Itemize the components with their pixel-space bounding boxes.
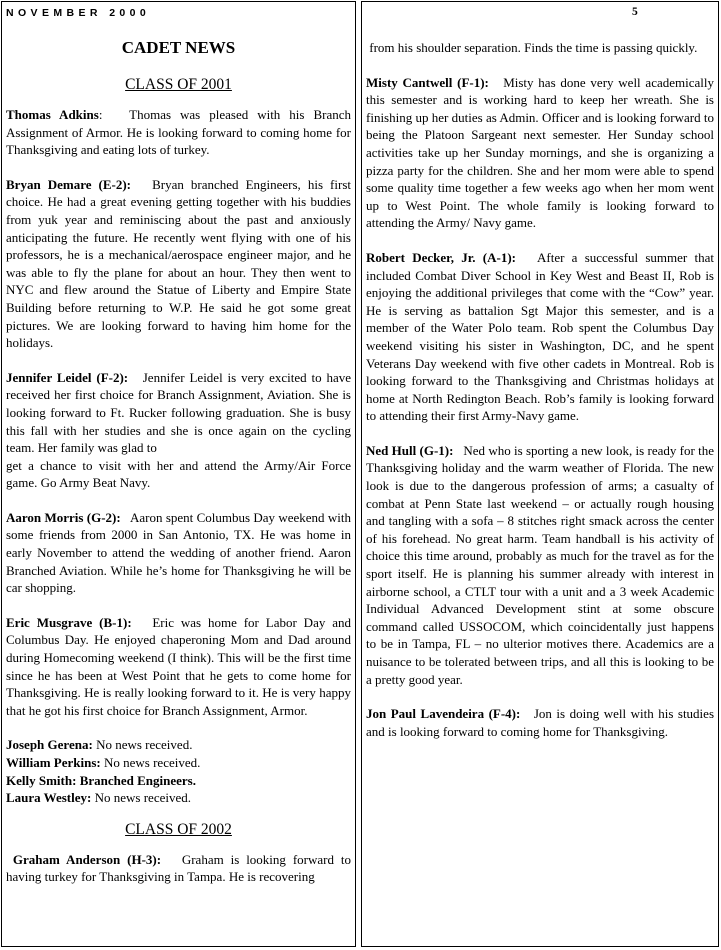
right-column bbox=[361, 1, 719, 947]
page-number: 5 bbox=[632, 6, 638, 18]
news-entry-aaron-morris bbox=[6, 509, 351, 597]
cadet-name: Ned Hull (G-1): bbox=[366, 442, 454, 458]
cadet-name: Eric Musgrave (B-1): bbox=[6, 614, 132, 630]
cadet-name: Kelly Smith bbox=[6, 772, 73, 788]
entry-text: Jon is doing well with his studies and is looking forward to coming home for Thanksgiving. bbox=[366, 706, 715, 739]
left-column bbox=[1, 1, 356, 947]
cadet-name: Aaron Morris (G-2): bbox=[6, 509, 121, 525]
left-column-content bbox=[6, 38, 351, 903]
no-news-value: No news received. bbox=[96, 737, 193, 753]
news-entry-graham-anderson bbox=[6, 851, 351, 886]
cadet-name: Robert Decker, Jr. (A-1): bbox=[366, 249, 516, 265]
entry-text: Jennifer Leidel is very excited to have received her first choice for Branch Assignment, Aviation. She is looking forward to Ft. Rucker following graduation. She is busy this fall with her studies and she is once again on the cycling team. Her family was glad to bbox=[6, 369, 351, 456]
class-2001-heading: CLASS OF 2001 bbox=[125, 76, 232, 93]
no-news-value: No news received. bbox=[104, 755, 201, 770]
news-entry-graham-anderson-continued bbox=[366, 39, 714, 57]
entry-text-continued: get a chance to visit with her and attend the Army/Air Force game. Go Army Beat Navy. bbox=[6, 457, 351, 491]
entry-text: Eric was home for Labor Day and Columbus Day. He enjoyed chaperoning Mom and Dad around during Homecoming weekend (I think). This will be the first time since he has been at West Point that he gets to come home for Thanksgiving. He is really looking forward to it. He is very happy that he got his first choice for Branch Assignment, Armor. bbox=[6, 614, 351, 718]
no-news-item: Kelly Smith: Branched Engineers. bbox=[6, 772, 196, 788]
no-news-value: No news received. bbox=[94, 790, 191, 806]
no-news-list bbox=[6, 736, 351, 806]
news-entry-eric-musgrave bbox=[6, 614, 351, 720]
news-entry-misty-cantwell bbox=[366, 74, 714, 232]
entry-text: Graham is looking forward to having turkey for Thanksgiving in Tampa. He is recovering bbox=[6, 851, 351, 885]
cadet-name: Graham Anderson (H-3): bbox=[12, 851, 162, 867]
cadet-name: William Perkins bbox=[6, 755, 97, 770]
news-entry-ned-hull bbox=[366, 442, 714, 688]
news-entry-jennifer-leidel bbox=[6, 369, 351, 492]
cadet-name: Thomas Adkins bbox=[6, 107, 99, 122]
entry-text: from his shoulder separation. Finds the time is passing quickly. bbox=[369, 40, 698, 55]
no-news-item: Laura Westley: No news received. bbox=[6, 790, 191, 806]
no-news-item: William Perkins: No news received. bbox=[6, 755, 201, 770]
no-news-value: Branched Engineers. bbox=[79, 772, 196, 788]
right-column-content bbox=[366, 39, 714, 757]
news-entry-bryan-demare bbox=[6, 176, 351, 352]
entry-text: Aaron spent Columbus Day weekend with some friends from 2000 in San Antonio, TX. He was home in early November to attend the wedding of another friend. Aaron Branched Aviation. While he’s home for Thanksgiving he will be car shopping. bbox=[6, 509, 351, 596]
cadet-name: Joseph Gerena bbox=[6, 737, 89, 753]
cadet-name: Laura Westley bbox=[6, 790, 88, 806]
news-entry-thomas-adkins: Thomas Adkins: Thomas was pleased with his Branch Assignment of Armor. He is looking forward to coming home for Thanksgiving and eating lots of turkey. bbox=[6, 107, 351, 158]
cadet-name: Misty Cantwell (F-1): bbox=[366, 74, 489, 90]
news-entry-jon-paul-lavendeira bbox=[366, 705, 714, 740]
entry-text: Bryan branched Engineers, his first choice. He had a great evening getting together with his buddies from yuk year and reminiscing about the past and anxiously anticipating the future. He recently went flying with one of his professors, he is a mechanical/aerospace engineer major, and he was able to fly the plane for about an hour. They then went to NYC and flew around the Statue of Liberty and Empire State Building before returning to W.P. He said he got some great pictures. We are looking forward to having him home for the holidays. bbox=[6, 176, 351, 351]
cadet-name: Jon Paul Lavendeira (F-4): bbox=[366, 706, 521, 722]
entry-text: Ned who is sporting a new look, is ready for the Thanksgiving holiday and the warm weather of Florida. The new look is due to the dangerous profession of arms; a casualty of combat at Penn State last weekend – or actually rough housing and tangling with a sofa – 8 stitches right smack across the center of his forehead. No great harm. Team handball is his activity of choice this time around, probably as much for the travel as for the sport itself. He is planning his summer already with interest in airborne school, a CTLT tour with a unit and a 3 week Academic Individual Advanced Development stint at some obscure command called USSOCOM, which coincidentally just happens to be in Tampa, FL – no ulterior motives there. Academics are a nuisance to be tolerated between trips, and all this is looking to be a pretty good year. bbox=[366, 442, 715, 687]
cadet-name: Jennifer Leidel (F-2): bbox=[6, 369, 129, 385]
class-2002-heading: CLASS OF 2002 bbox=[125, 820, 232, 838]
cadet-name: Bryan Demare (E-2): bbox=[6, 176, 132, 192]
page-title: CADET NEWS bbox=[121, 38, 236, 57]
no-news-item: Joseph Gerena: No news received. bbox=[6, 737, 193, 753]
entry-text: Thomas was pleased with his Branch Assignment of Armor. He is looking forward to coming home for Thanksgiving and eating lots of turkey. bbox=[6, 107, 351, 158]
issue-date: NOVEMBER 2000 bbox=[6, 7, 151, 19]
news-entry-robert-decker bbox=[366, 249, 714, 425]
entry-text: Misty has done very well academically this semester and is working hard to keep her wreath. She is finishing up her duties as Admin. Officer and is looking forward to being the Platoon Sargeant next semester. Her Sunday school activities take up her Sunday mornings, and she is organizing a pizza party for the children. She and her mom were able to spend some quality time together a few weeks ago when her mom went up to West Point. The whole family is looking forward to attending the Army/ Navy game. bbox=[366, 74, 714, 231]
entry-text: After a successful summer that included Combat Diver School in Key West and Beast II, Rob is enjoying the additional privileges that come with the “Cow” year. He is serving as battalion Sgt Major this semester, and is a member of the Water Polo team. Rob spent the Columbus Day weekend visiting his sister in Washington, DC, and he spent Veterans Day weekend with five other cadets in Montreal. Rob is looking forward to the Thanksgiving and Christmas holidays at home at North Redington Beach. Rob’s family is looking forward to attending their first Army-Navy game. bbox=[366, 249, 714, 424]
